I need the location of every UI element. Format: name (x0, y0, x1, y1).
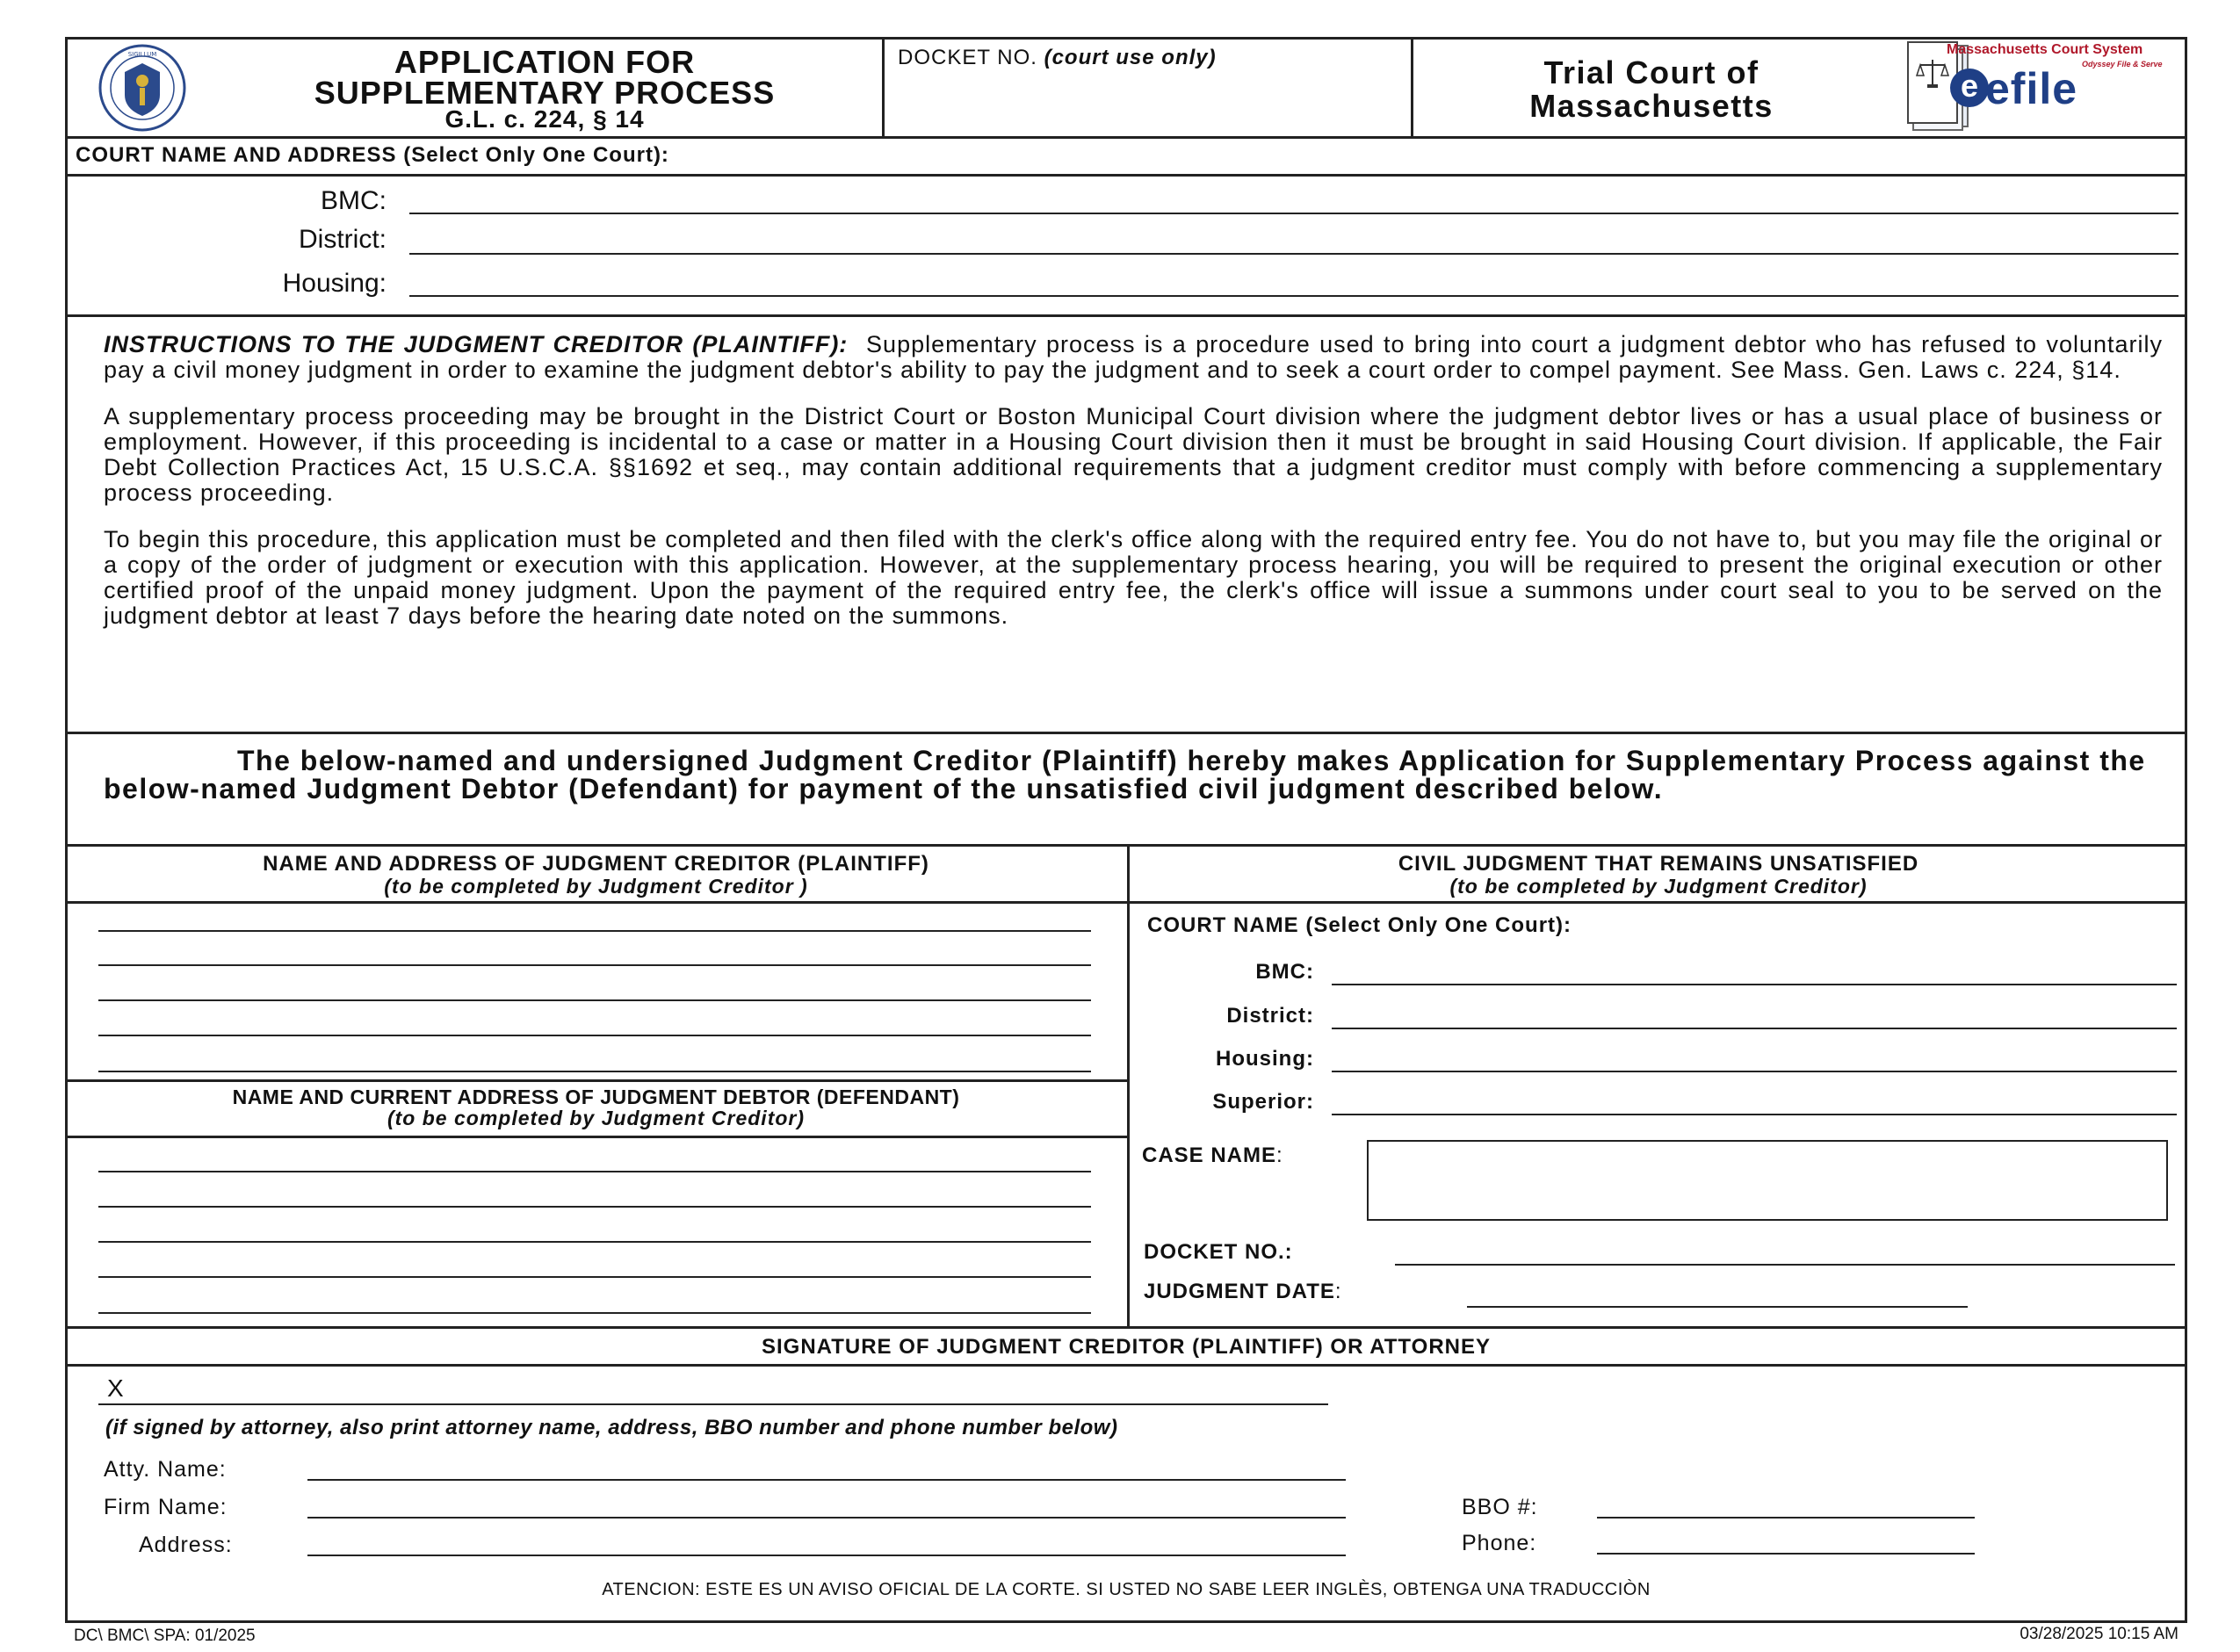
firm-name-field[interactable] (307, 1517, 1346, 1519)
creditor-line-3[interactable] (98, 999, 1091, 1001)
efile-e-icon: e (1950, 69, 1989, 107)
statement-bottom-rule (65, 844, 2187, 847)
debtor-line-4[interactable] (98, 1276, 1091, 1278)
creditor-note: (to be completed by Judgment Creditor ) (384, 875, 808, 898)
judgment-superior-label: Superior: (1212, 1090, 1314, 1114)
judgment-housing-label: Housing: (1216, 1047, 1314, 1071)
form-code: DC\ BMC\ SPA: 01/2025 (74, 1627, 256, 1645)
instructions-heading: INSTRUCTIONS TO THE JUDGMENT CREDITOR (PLAINTIFF): (104, 331, 849, 357)
form-title-line2: SUPPLEMENTARY PROCESS (314, 75, 776, 111)
trial-court-line1: Trial Court of (1543, 54, 1759, 90)
form-statute: G.L. c. 224, § 14 (444, 105, 645, 133)
header-divider-2 (1411, 37, 1413, 137)
signature-heading: SIGNATURE OF JUDGMENT CREDITOR (PLAINTIFF) OR ATTORNEY (762, 1335, 1491, 1359)
court-district-label: District: (299, 225, 387, 254)
court-section-heading: COURT NAME AND ADDRESS (Select Only One Court): (76, 143, 669, 167)
case-name-label (1142, 1143, 1283, 1168)
judgment-housing-field[interactable] (1332, 1071, 2177, 1072)
phone-label: Phone: (1462, 1531, 1537, 1555)
address-label: Address: (139, 1533, 233, 1557)
signature-x-mark: X (107, 1374, 124, 1402)
debtor-line-2[interactable] (98, 1206, 1091, 1208)
judgment-superior-field[interactable] (1332, 1114, 2177, 1115)
judgment-note: (to be completed by Judgment Creditor) (1449, 875, 1868, 898)
debtor-line-5[interactable] (98, 1312, 1091, 1314)
judgment-date-label-text: JUDGMENT DATE (1144, 1280, 1335, 1303)
judgment-court-name-label: COURT NAME (Select Only One Court): (1147, 913, 1572, 937)
creditor-line-5[interactable] (98, 1071, 1091, 1072)
header-divider-1 (882, 37, 885, 137)
judgment-docket-field[interactable] (1395, 1264, 2175, 1266)
print-timestamp: 03/28/2025 10:15 AM (2020, 1625, 2179, 1643)
debtor-heading: NAME AND CURRENT ADDRESS OF JUDGMENT DEBTOR (DEFENDANT) (232, 1086, 960, 1108)
creditor-heading-rule (65, 901, 2187, 904)
massachusetts-seal (72, 44, 213, 132)
phone-field[interactable] (1597, 1553, 1975, 1555)
firm-name-label: Firm Name: (104, 1495, 228, 1519)
court-housing-label: Housing: (282, 269, 387, 298)
signature-top-rule (65, 1326, 2187, 1329)
bbo-label: BBO #: (1462, 1495, 1538, 1519)
debtor-top-rule (65, 1079, 1127, 1082)
court-bmc-field[interactable] (409, 213, 2179, 214)
spanish-notice: ATENCION: ESTE ES UN AVISO OFICIAL DE LA CORTE. SI USTED NO SABE LEER INGLÈS, OBTENGA UNA TRADUCCIÒN (602, 1580, 1651, 1599)
case-name-colon: : (1276, 1143, 1283, 1167)
court-heading-rule (65, 174, 2187, 177)
trial-court-line2: Massachusetts (1529, 88, 1774, 124)
atty-name-field[interactable] (307, 1479, 1346, 1481)
middle-divider (1127, 844, 1130, 1327)
creditor-line-2[interactable] (98, 964, 1091, 966)
bbo-field[interactable] (1597, 1517, 1975, 1519)
judgment-district-field[interactable] (1332, 1028, 2177, 1029)
application-statement: The below-named and undersigned Judgment Creditor (Plaintiff) hereby makes Application for Supplementary Process against the below-named Judgment Debtor (Defendant) for payment of the unsatisfied civil judgment described below. (104, 745, 2146, 804)
form-title-line1: APPLICATION FOR (394, 44, 696, 80)
case-name-box[interactable] (1367, 1140, 2168, 1221)
atty-name-label: Atty. Name: (104, 1457, 227, 1482)
address-field[interactable] (307, 1555, 1346, 1556)
court-housing-field[interactable] (409, 295, 2179, 297)
case-name-label-text: CASE NAME (1142, 1143, 1277, 1167)
signature-note: (if signed by attorney, also print attorney name, address, BBO number and phone number below) (105, 1416, 1118, 1439)
judgment-bmc-field[interactable] (1332, 984, 2177, 985)
debtor-note: (to be completed by Judgment Creditor) (387, 1107, 806, 1129)
efile-sub: Odyssey File & Serve (2082, 60, 2163, 69)
judgment-district-label: District: (1226, 1004, 1314, 1028)
efile-logo (1906, 40, 2186, 133)
creditor-line-4[interactable] (98, 1035, 1091, 1036)
judgment-heading: CIVIL JUDGMENT THAT REMAINS UNSATISFIED (1398, 852, 1919, 876)
debtor-line-3[interactable] (98, 1241, 1091, 1243)
debtor-heading-rule (65, 1136, 1127, 1138)
instructions-p2: A supplementary process proceeding may be brought in the District Court or Boston Municipal Court division where the judgment debtor lives or has a usual place of business or employment. However, if this proceeding is incidental to a case or matter in a Housing Court division then it must be brought in said Housing Court division. If applicable, the Fair Debt Collection Practices Act, 15 U.S.C.A. §§1692 et seq., may contain additional requirements that a judgment creditor must comply with before commencing a supplementary process proceeding. (104, 403, 2163, 506)
svg-text:SIGILLUM: SIGILLUM (127, 51, 157, 58)
instructions-p3: To begin this procedure, this application must be completed and then filed with the clerk's office along with the required entry fee. You do not have to, but you may file the original or a copy of the order of judgment or execution with this application. However, at the supplementary process hearing, you will be required to present the original execution or other certified proof of the unpaid money judgment. Upon the payment of the required entry fee, the clerk's office will issue a summons under court seal to you to be served on the judgment debtor at least 7 days before the hearing date noted on the summons. (104, 526, 2163, 629)
judgment-bmc-label: BMC: (1255, 960, 1314, 984)
docket-label: DOCKET NO. (898, 46, 1037, 69)
signature-line[interactable] (98, 1403, 1328, 1405)
docket-court-use (898, 46, 1217, 70)
header-bottom-rule (65, 136, 2187, 139)
court-district-field[interactable] (409, 253, 2179, 255)
efile-brand: Massachusetts Court System (1947, 42, 2143, 57)
debtor-line-1[interactable] (98, 1171, 1091, 1172)
judgment-date-label (1144, 1280, 1342, 1304)
creditor-line-1[interactable] (98, 930, 1091, 932)
court-bmc-label: BMC: (321, 186, 387, 215)
judgment-date-field[interactable] (1467, 1306, 1968, 1308)
instructions-block (104, 332, 2163, 650)
creditor-heading: NAME AND ADDRESS OF JUDGMENT CREDITOR (PLAINTIFF) (263, 852, 929, 876)
instructions-p1: Supplementary process is a procedure used to bring into court a judgment debtor who has refused to voluntarily pay a civil money judgment in order to examine the judgment debtor's ability to pay the judgment and to seek a court order to compel payment. See Mass. Gen. Laws c. 224, §14. (104, 331, 2163, 383)
court-section-bottom-rule (65, 314, 2187, 317)
docket-note: (court use only) (1044, 46, 1217, 69)
judgment-date-colon: : (1334, 1280, 1342, 1303)
judgment-docket-label: DOCKET NO.: (1144, 1240, 1293, 1264)
instructions-bottom-rule (65, 732, 2187, 734)
efile-text: efile (1985, 64, 2078, 113)
signature-heading-rule (65, 1364, 2187, 1367)
